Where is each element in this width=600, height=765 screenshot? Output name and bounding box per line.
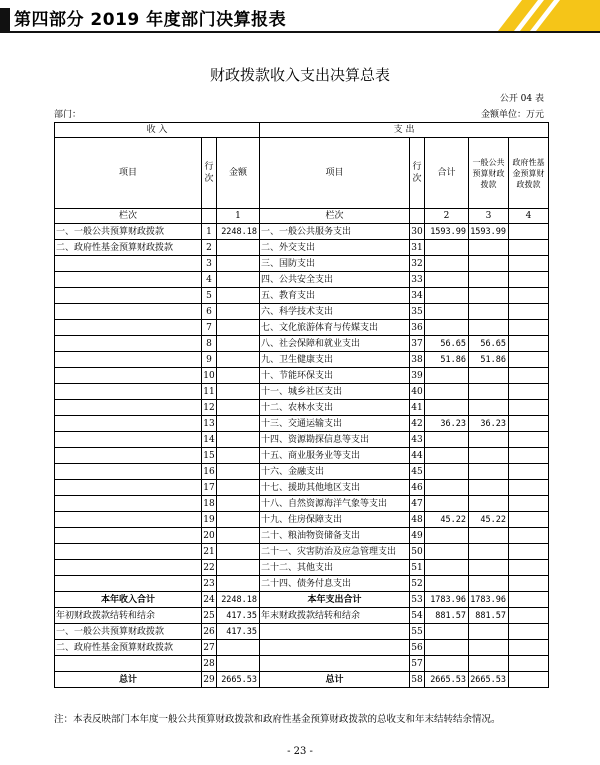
- expense-row-no-cell: 39: [410, 368, 425, 384]
- expense-item-cell: 五、教育支出: [260, 288, 410, 304]
- fund-budget-cell: [509, 496, 549, 512]
- expense-row-no-cell: 50: [410, 544, 425, 560]
- table-note: 注：本表反映部门本年度一般公共预算财政拨款和政府性基金预算财政拨款的总收支和年末结转结余情况。: [54, 714, 501, 725]
- expense-total-cell: [425, 656, 469, 672]
- fund-budget-cell: [509, 624, 549, 640]
- table-row: [55, 320, 549, 336]
- general-budget-cell: [469, 528, 509, 544]
- fund-budget-header: 政府性基金预算财政拨款: [509, 138, 549, 209]
- general-budget-cell: 36.23: [469, 416, 509, 432]
- fund-budget-cell: [509, 528, 549, 544]
- expense-item-cell: 十、节能环保支出: [260, 368, 410, 384]
- expense-total-cell: [425, 432, 469, 448]
- expense-item-cell: [260, 624, 410, 640]
- general-budget-cell: 56.65: [469, 336, 509, 352]
- income-item-cell: 一、一般公共预算财政拨款: [55, 224, 202, 240]
- income-amount-cell: 417.35: [217, 608, 260, 624]
- income-row-no-cell: 6: [202, 304, 217, 320]
- income-row-no-cell: 11: [202, 384, 217, 400]
- fund-budget-cell: [509, 544, 549, 560]
- fund-budget-cell: [509, 432, 549, 448]
- general-budget-cell: [469, 320, 509, 336]
- expense-item-cell: 十四、资源勘探信息等支出: [260, 432, 410, 448]
- table-row: [55, 608, 549, 624]
- expense-total-cell: [425, 288, 469, 304]
- expense-total-cell: 2665.53: [425, 672, 469, 688]
- expense-row-no-cell: 42: [410, 416, 425, 432]
- income-item-cell: [55, 432, 202, 448]
- income-amount-cell: 2665.53: [217, 672, 260, 688]
- income-section-header: 收 入: [55, 123, 260, 138]
- income-row-no-cell: 19: [202, 512, 217, 528]
- income-amount-cell: [217, 384, 260, 400]
- fund-budget-cell: [509, 480, 549, 496]
- income-item-cell: [55, 480, 202, 496]
- expense-total-cell: [425, 272, 469, 288]
- expense-total-header: 合计: [425, 138, 469, 209]
- expense-item-header: 项目: [260, 138, 410, 209]
- table-row: [55, 496, 549, 512]
- fund-budget-cell: [509, 240, 549, 256]
- table-row: [55, 256, 549, 272]
- income-row-no-cell: 4: [202, 272, 217, 288]
- expense-item-cell: [260, 640, 410, 656]
- col-number-1: 1: [217, 209, 260, 224]
- expense-row-no-cell: 30: [410, 224, 425, 240]
- income-item-cell: [55, 448, 202, 464]
- expense-item-cell: 年末财政拨款结转和结余: [260, 608, 410, 624]
- expense-total-cell: 1593.99: [425, 224, 469, 240]
- expense-row-no-cell: 45: [410, 464, 425, 480]
- expense-item-cell: 九、卫生健康支出: [260, 352, 410, 368]
- general-budget-cell: 1783.96: [469, 592, 509, 608]
- table-row: [55, 432, 549, 448]
- fund-budget-cell: [509, 384, 549, 400]
- income-amount-cell: [217, 256, 260, 272]
- general-budget-header: 一般公共预算财政拨款: [469, 138, 509, 209]
- table-row: [55, 560, 549, 576]
- general-budget-cell: [469, 432, 509, 448]
- expense-total-cell: [425, 528, 469, 544]
- fund-budget-cell: [509, 320, 549, 336]
- income-item-cell: [55, 464, 202, 480]
- income-amount-cell: [217, 560, 260, 576]
- expense-item-cell: 七、文化旅游体育与传媒支出: [260, 320, 410, 336]
- expense-row-no-cell: 41: [410, 400, 425, 416]
- header-rule: [0, 31, 600, 33]
- income-item-cell: 本年收入合计: [55, 592, 202, 608]
- fund-budget-cell: [509, 592, 549, 608]
- income-item-cell: 二、政府性基金预算财政拨款: [55, 640, 202, 656]
- expense-item-cell: 十五、商业服务业等支出: [260, 448, 410, 464]
- general-budget-cell: [469, 240, 509, 256]
- document-title: 财政拨款收入支出决算总表: [209, 66, 390, 84]
- income-row-no-cell: 18: [202, 496, 217, 512]
- expense-row-no-cell: 48: [410, 512, 425, 528]
- fund-budget-cell: [509, 352, 549, 368]
- income-row-no-cell: 9: [202, 352, 217, 368]
- expense-total-cell: [425, 368, 469, 384]
- expense-total-cell: 1783.96: [425, 592, 469, 608]
- expense-row-no-cell: 38: [410, 352, 425, 368]
- table-row: [55, 224, 549, 240]
- income-amount-cell: [217, 544, 260, 560]
- table-row: [55, 544, 549, 560]
- expense-total-cell: [425, 640, 469, 656]
- expense-total-cell: [425, 400, 469, 416]
- table-row: [55, 288, 549, 304]
- expense-total-cell: 881.57: [425, 608, 469, 624]
- general-budget-cell: [469, 624, 509, 640]
- header-row-columns: [55, 138, 549, 209]
- department-label: 部门：: [54, 110, 82, 120]
- section-title: 第四部分 2019 年度部门决算报表: [14, 10, 287, 30]
- expense-item-cell: 二十二、其他支出: [260, 560, 410, 576]
- income-item-cell: [55, 576, 202, 592]
- general-budget-cell: [469, 256, 509, 272]
- fund-budget-cell: [509, 608, 549, 624]
- table-row: [55, 640, 549, 656]
- fund-budget-cell: [509, 416, 549, 432]
- expense-total-cell: 51.86: [425, 352, 469, 368]
- expense-total-cell: [425, 496, 469, 512]
- income-row-no-cell: 1: [202, 224, 217, 240]
- expense-total-cell: [425, 304, 469, 320]
- expense-row-no-cell: 55: [410, 624, 425, 640]
- table-row: [55, 672, 549, 688]
- income-amount-cell: [217, 656, 260, 672]
- fund-budget-cell: [509, 560, 549, 576]
- expense-row-no-cell: 58: [410, 672, 425, 688]
- table-row: [55, 592, 549, 608]
- income-row-no-cell: 5: [202, 288, 217, 304]
- general-budget-cell: [469, 304, 509, 320]
- fund-budget-cell: [509, 400, 549, 416]
- income-item-cell: [55, 512, 202, 528]
- income-amount-cell: [217, 464, 260, 480]
- income-amount-cell: [217, 288, 260, 304]
- income-row-no-cell: 2: [202, 240, 217, 256]
- income-item-cell: 一、一般公共预算财政拨款: [55, 624, 202, 640]
- col-number-4: 4: [509, 209, 549, 224]
- income-amount-cell: [217, 272, 260, 288]
- expense-row-no-cell: 46: [410, 480, 425, 496]
- fund-budget-cell: [509, 448, 549, 464]
- table-row: [55, 352, 549, 368]
- fund-budget-cell: [509, 576, 549, 592]
- unit-label: 金额单位：万元: [480, 110, 544, 120]
- income-item-cell: [55, 352, 202, 368]
- table-row: [55, 656, 549, 672]
- income-item-cell: [55, 336, 202, 352]
- general-budget-cell: 45.22: [469, 512, 509, 528]
- general-budget-cell: [469, 544, 509, 560]
- fund-budget-cell: [509, 256, 549, 272]
- fund-budget-cell: [509, 272, 549, 288]
- income-amount-cell: 417.35: [217, 624, 260, 640]
- expense-row-no-cell: 53: [410, 592, 425, 608]
- expense-total-cell: [425, 384, 469, 400]
- header-row-sections: [55, 123, 549, 138]
- expense-item-cell: 十二、农林水支出: [260, 400, 410, 416]
- income-amount-cell: [217, 640, 260, 656]
- expense-row-no-cell: 34: [410, 288, 425, 304]
- expense-row-no-cell: 31: [410, 240, 425, 256]
- expense-row-no-cell: 44: [410, 448, 425, 464]
- income-amount-header: 金额: [217, 138, 260, 209]
- general-budget-cell: [469, 448, 509, 464]
- income-row-no-cell: 28: [202, 656, 217, 672]
- income-amount-cell: [217, 240, 260, 256]
- fund-budget-cell: [509, 288, 549, 304]
- income-amount-cell: [217, 480, 260, 496]
- income-item-cell: [55, 368, 202, 384]
- table-row: [55, 512, 549, 528]
- expense-item-cell: 十一、城乡社区支出: [260, 384, 410, 400]
- income-amount-cell: [217, 528, 260, 544]
- table-row: [55, 528, 549, 544]
- income-amount-cell: [217, 576, 260, 592]
- income-amount-cell: [217, 416, 260, 432]
- income-row-no-cell: 23: [202, 576, 217, 592]
- income-amount-cell: [217, 352, 260, 368]
- fund-budget-cell: [509, 336, 549, 352]
- expense-row-no-cell: 40: [410, 384, 425, 400]
- expense-total-cell: [425, 320, 469, 336]
- fund-budget-cell: [509, 640, 549, 656]
- income-row-no-cell: 14: [202, 432, 217, 448]
- general-budget-cell: [469, 576, 509, 592]
- general-budget-cell: [469, 464, 509, 480]
- income-item-cell: 总计: [55, 672, 202, 688]
- income-amount-cell: [217, 512, 260, 528]
- table-row: [55, 416, 549, 432]
- table-row: [55, 448, 549, 464]
- income-amount-cell: [217, 336, 260, 352]
- income-item-cell: [55, 320, 202, 336]
- fund-budget-cell: [509, 464, 549, 480]
- income-row-no-cell: 25: [202, 608, 217, 624]
- expense-item-cell: 十八、自然资源海洋气象等支出: [260, 496, 410, 512]
- fund-budget-cell: [509, 224, 549, 240]
- income-row-no-cell: 10: [202, 368, 217, 384]
- general-budget-cell: [469, 640, 509, 656]
- fund-budget-cell: [509, 512, 549, 528]
- income-item-cell: [55, 400, 202, 416]
- col-number-2: 2: [425, 209, 469, 224]
- income-amount-cell: [217, 496, 260, 512]
- income-row-no-cell: 16: [202, 464, 217, 480]
- income-item-cell: [55, 272, 202, 288]
- expense-row-no-cell: 35: [410, 304, 425, 320]
- income-row-no-cell: 8: [202, 336, 217, 352]
- expense-row-no-header: 行次: [410, 138, 425, 209]
- income-row-no-cell: 22: [202, 560, 217, 576]
- expense-item-cell: 二、外交支出: [260, 240, 410, 256]
- expense-row-no-cell: 54: [410, 608, 425, 624]
- fund-budget-cell: [509, 368, 549, 384]
- income-item-header: 项目: [55, 138, 202, 209]
- general-budget-cell: [469, 656, 509, 672]
- expense-item-cell: 十九、住房保障支出: [260, 512, 410, 528]
- expense-total-cell: 45.22: [425, 512, 469, 528]
- general-budget-cell: [469, 560, 509, 576]
- table-row: [55, 384, 549, 400]
- income-row-no-cell: 7: [202, 320, 217, 336]
- expense-total-cell: [425, 576, 469, 592]
- expense-row-no-cell: 32: [410, 256, 425, 272]
- expense-total-cell: [425, 464, 469, 480]
- expense-row-no-cell: 57: [410, 656, 425, 672]
- expense-row-no-cell: 49: [410, 528, 425, 544]
- header-stripe-decoration: [470, 0, 600, 34]
- income-item-cell: [55, 656, 202, 672]
- income-item-cell: 二、政府性基金预算财政拨款: [55, 240, 202, 256]
- income-item-cell: [55, 560, 202, 576]
- expense-item-cell: [260, 656, 410, 672]
- expense-row-no-cell: 52: [410, 576, 425, 592]
- expense-total-cell: [425, 480, 469, 496]
- general-budget-cell: [469, 272, 509, 288]
- expense-item-cell: 八、社会保障和就业支出: [260, 336, 410, 352]
- table-row: [55, 624, 549, 640]
- income-amount-cell: [217, 400, 260, 416]
- income-row-no-cell: 21: [202, 544, 217, 560]
- expense-row-no-cell: 36: [410, 320, 425, 336]
- income-row-no-cell: 26: [202, 624, 217, 640]
- expense-item-cell: 十三、交通运输支出: [260, 416, 410, 432]
- expense-total-cell: [425, 256, 469, 272]
- expense-item-cell: 总计: [260, 672, 410, 688]
- income-amount-cell: [217, 304, 260, 320]
- expense-item-cell: 四、公共安全支出: [260, 272, 410, 288]
- income-row-no-cell: 3: [202, 256, 217, 272]
- fund-budget-cell: [509, 672, 549, 688]
- income-item-cell: [55, 256, 202, 272]
- income-amount-cell: [217, 320, 260, 336]
- col-number-3: 3: [469, 209, 509, 224]
- expense-item-cell: 三、国防支出: [260, 256, 410, 272]
- income-row-no-cell: 12: [202, 400, 217, 416]
- expense-row-no-cell: 51: [410, 560, 425, 576]
- expense-item-cell: 二十、粮油物资储备支出: [260, 528, 410, 544]
- general-budget-cell: 51.86: [469, 352, 509, 368]
- general-budget-cell: [469, 368, 509, 384]
- income-row-no-cell: 13: [202, 416, 217, 432]
- general-budget-cell: 881.57: [469, 608, 509, 624]
- expense-row-no-cell: 56: [410, 640, 425, 656]
- expense-total-cell: [425, 240, 469, 256]
- form-number: 公开 04 表: [499, 94, 544, 104]
- income-item-cell: [55, 416, 202, 432]
- income-item-cell: [55, 304, 202, 320]
- expense-total-cell: [425, 544, 469, 560]
- general-budget-cell: [469, 384, 509, 400]
- income-item-cell: [55, 544, 202, 560]
- table-row: [55, 240, 549, 256]
- expense-item-cell: 二十一、灾害防治及应急管理支出: [260, 544, 410, 560]
- income-amount-cell: 2248.18: [217, 224, 260, 240]
- table-row: [55, 272, 549, 288]
- expense-row-no-cell: 37: [410, 336, 425, 352]
- general-budget-cell: [469, 400, 509, 416]
- income-row-no-cell: 27: [202, 640, 217, 656]
- header-marker: [0, 8, 10, 32]
- general-budget-cell: [469, 496, 509, 512]
- table-row: [55, 480, 549, 496]
- income-col-label: 栏次: [55, 209, 202, 224]
- income-row-no-cell: 24: [202, 592, 217, 608]
- fund-budget-cell: [509, 656, 549, 672]
- expense-total-cell: 56.65: [425, 336, 469, 352]
- expense-total-cell: [425, 560, 469, 576]
- header-row-column-numbers: [55, 209, 549, 224]
- expense-col-label: 栏次: [260, 209, 410, 224]
- expense-item-cell: 六、科学技术支出: [260, 304, 410, 320]
- table-row: [55, 464, 549, 480]
- income-item-cell: [55, 288, 202, 304]
- expense-row-no-cell: 47: [410, 496, 425, 512]
- expense-row-no-cell: 43: [410, 432, 425, 448]
- expense-item-cell: 二十四、债务付息支出: [260, 576, 410, 592]
- expense-total-cell: [425, 624, 469, 640]
- table-row: [55, 576, 549, 592]
- page-number: - 23 -: [287, 746, 313, 757]
- fund-budget-cell: [509, 304, 549, 320]
- table-row: [55, 368, 549, 384]
- expense-item-cell: 十六、金融支出: [260, 464, 410, 480]
- income-amount-cell: 2248.18: [217, 592, 260, 608]
- income-item-cell: [55, 528, 202, 544]
- general-budget-cell: [469, 288, 509, 304]
- general-budget-cell: 2665.53: [469, 672, 509, 688]
- expense-item-cell: 十七、援助其他地区支出: [260, 480, 410, 496]
- income-row-no-header: 行次: [202, 138, 217, 209]
- income-item-cell: 年初财政拨款结转和结余: [55, 608, 202, 624]
- income-row-no-cell: 20: [202, 528, 217, 544]
- income-amount-cell: [217, 448, 260, 464]
- page-header: [0, 0, 600, 36]
- financial-summary-table: [54, 122, 549, 688]
- general-budget-cell: 1593.99: [469, 224, 509, 240]
- expense-total-cell: 36.23: [425, 416, 469, 432]
- income-item-cell: [55, 384, 202, 400]
- income-row-no-cell: 15: [202, 448, 217, 464]
- income-row-no-cell: 17: [202, 480, 217, 496]
- income-item-cell: [55, 496, 202, 512]
- general-budget-cell: [469, 480, 509, 496]
- expense-row-no-cell: 33: [410, 272, 425, 288]
- income-amount-cell: [217, 432, 260, 448]
- expense-item-cell: 一、一般公共服务支出: [260, 224, 410, 240]
- expense-item-cell: 本年支出合计: [260, 592, 410, 608]
- table-row: [55, 304, 549, 320]
- income-row-no-cell: 29: [202, 672, 217, 688]
- table-row: [55, 400, 549, 416]
- expense-section-header: 支 出: [260, 123, 549, 138]
- table-row: [55, 336, 549, 352]
- income-amount-cell: [217, 368, 260, 384]
- expense-total-cell: [425, 448, 469, 464]
